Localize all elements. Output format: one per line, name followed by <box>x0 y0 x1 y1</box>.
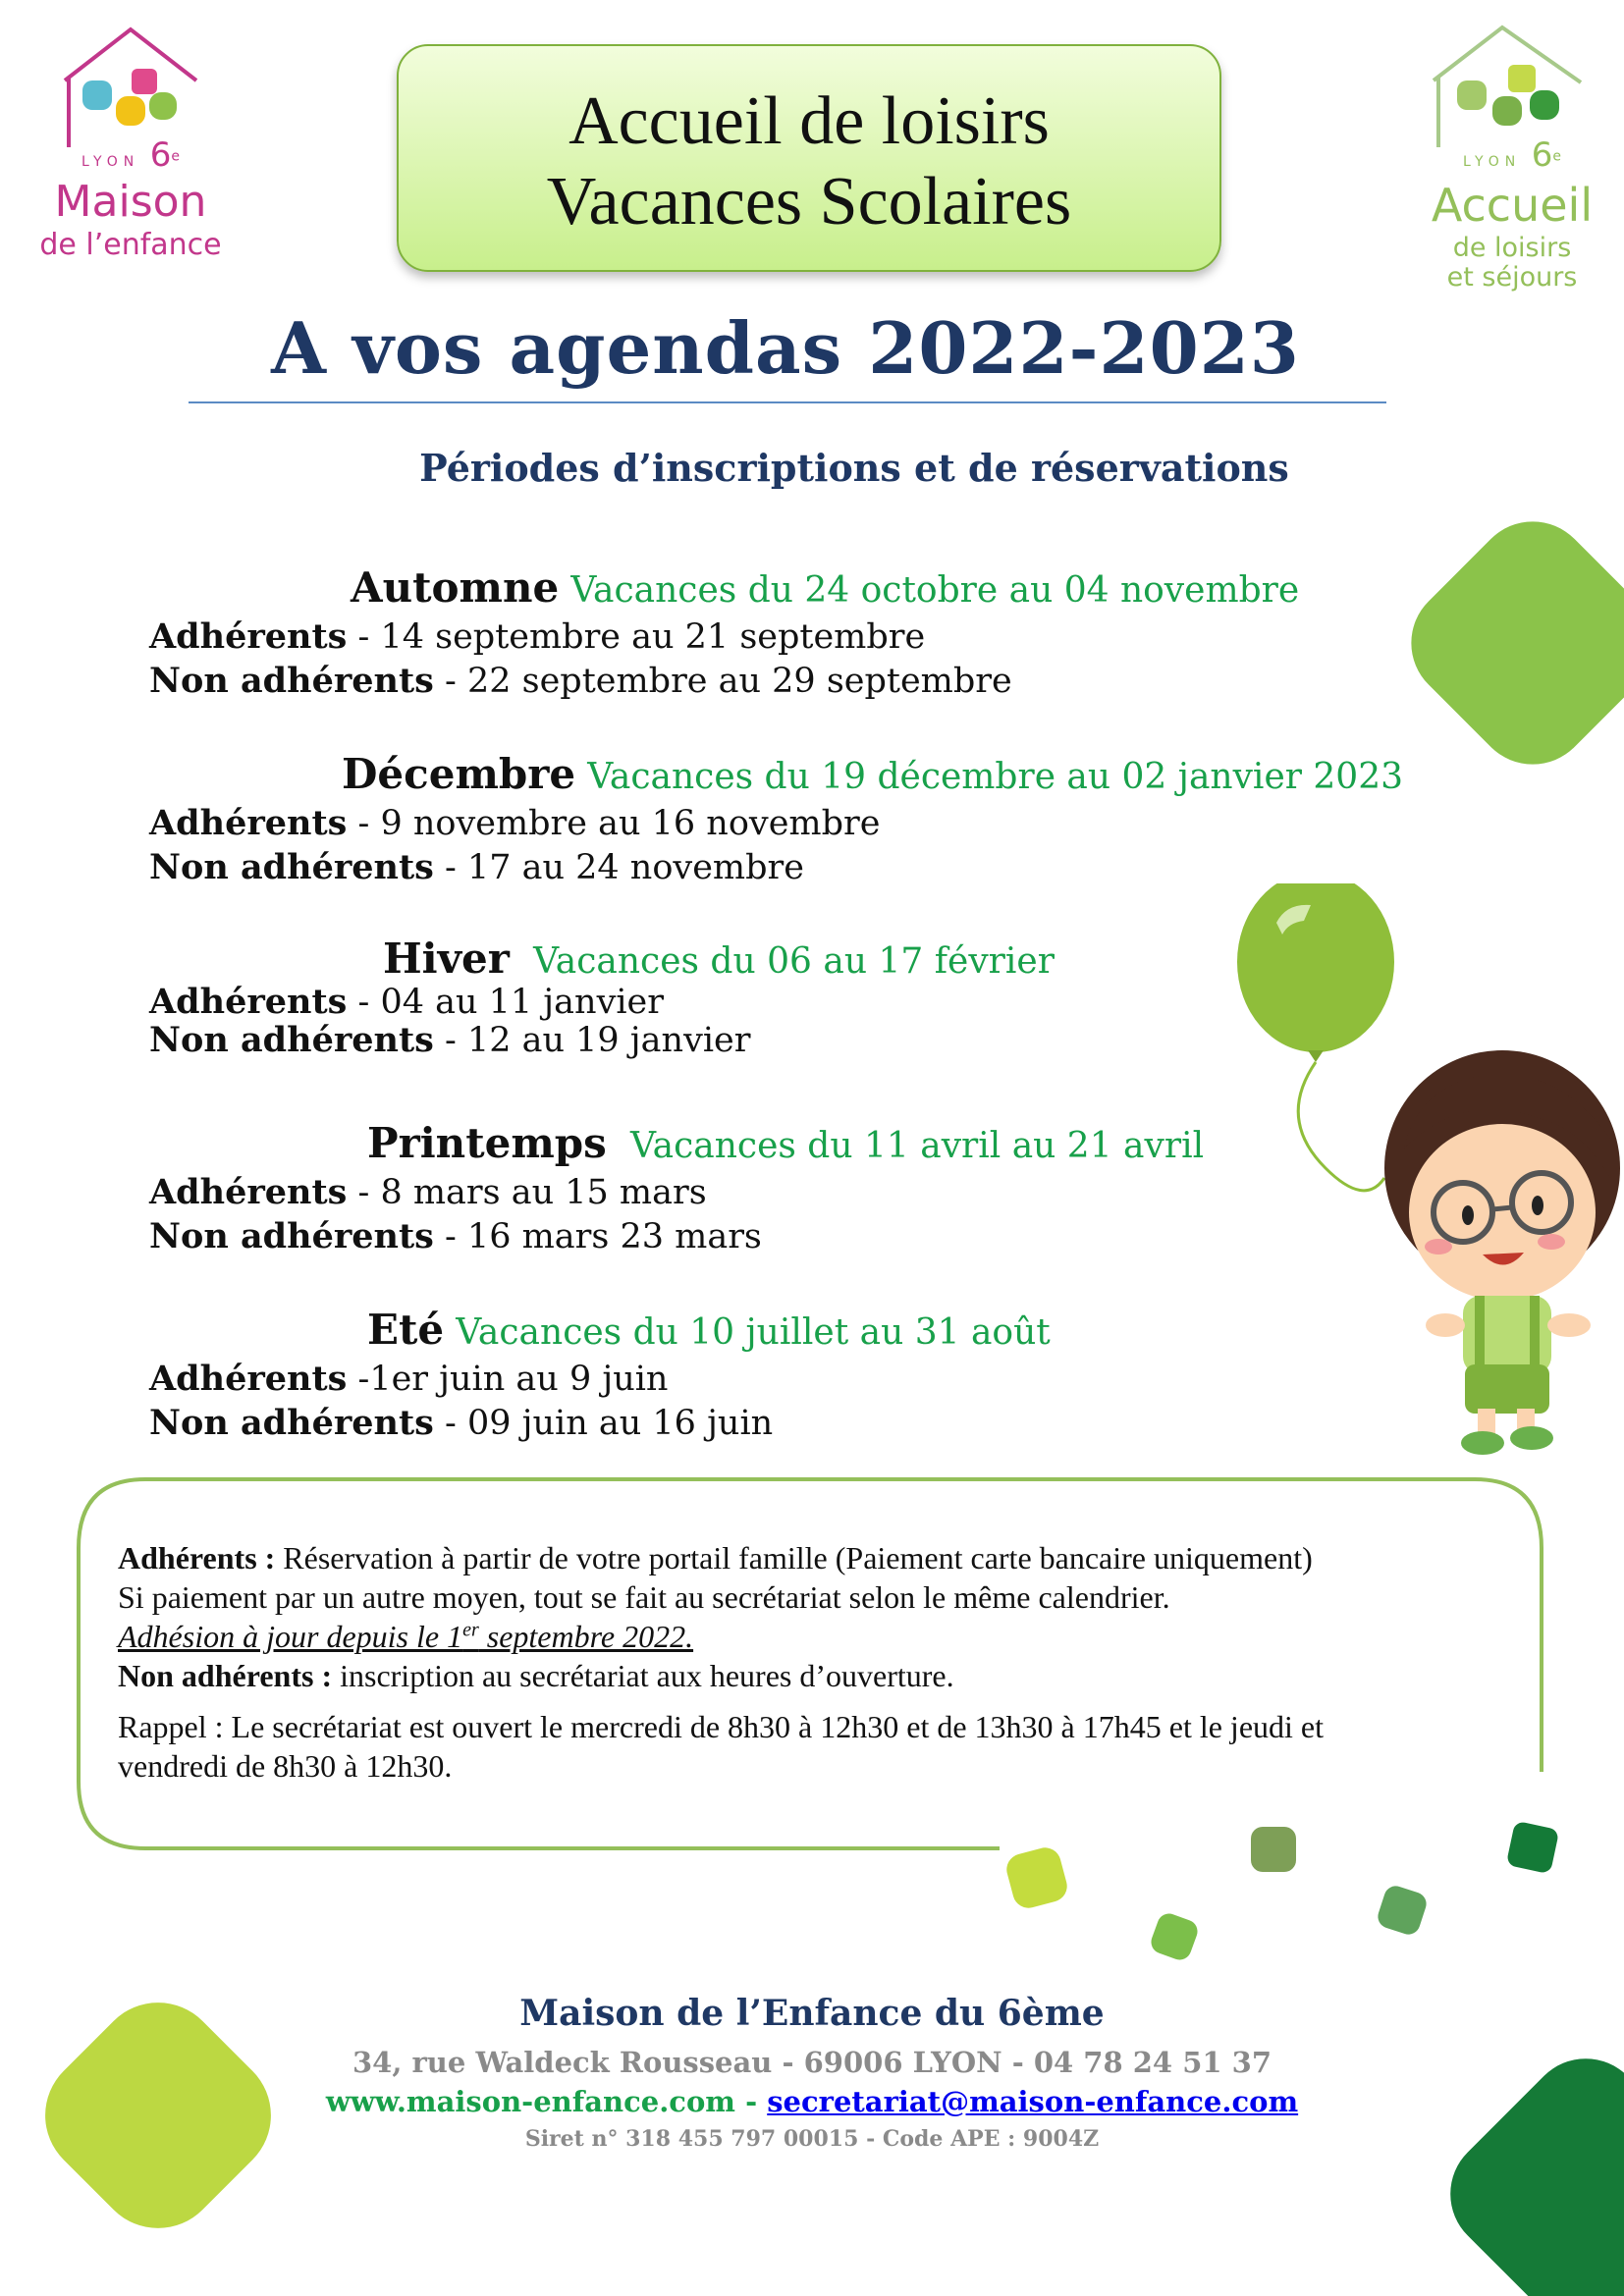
members-label: Adhérents <box>149 1172 348 1212</box>
members-dates: - 04 au 11 janvier <box>347 983 664 1022</box>
members-dates: - 14 septembre au 21 septembre <box>347 617 926 657</box>
maison-enfance-logo <box>27 22 234 267</box>
header-line-2: Vacances Scolaires <box>546 164 1072 240</box>
period-ete-heading <box>367 1306 1051 1354</box>
period-automne-non-members <box>149 661 1012 701</box>
header-line-1: Accueil de loisirs <box>568 83 1050 159</box>
info-reminder-line-1: Rappel : Le secrétariat est ouvert le mercredi de 8h30 à 12h30 et de 13h30 à 17h45 et le jeudi et <box>118 1709 1324 1744</box>
period-hiver-members <box>149 982 664 1022</box>
period-printemps-dates: Vacances du 11 avril au 21 avril <box>629 1126 1205 1166</box>
period-printemps-name: Printemps <box>367 1119 607 1167</box>
info-reminder-line-2: vendredi de 8h30 à 12h30. <box>118 1748 453 1784</box>
members-dates: - 9 novembre au 16 novembre <box>347 804 881 843</box>
period-ete-members <box>149 1359 668 1399</box>
period-automne-heading <box>351 563 1299 612</box>
period-decembre-heading <box>342 750 1403 798</box>
period-decembre-dates: Vacances du 19 décembre au 02 janvier 2023 <box>587 757 1404 797</box>
info-members-label: Adhérents : <box>118 1540 276 1575</box>
info-non-members-label: Non adhérents : <box>118 1658 333 1693</box>
non-members-dates: - 16 mars 23 mars <box>433 1217 762 1256</box>
footer-separator: - <box>735 2085 768 2118</box>
logo-right-city: LYON <box>1463 154 1522 170</box>
non-members-label: Non adhérents <box>149 1020 434 1060</box>
footer-contact-line <box>0 2085 1624 2118</box>
logo-left-suffix: e <box>171 148 180 165</box>
non-members-label: Non adhérents <box>149 1403 434 1443</box>
period-ete-non-members <box>149 1403 773 1443</box>
non-members-label: Non adhérents <box>149 1216 434 1256</box>
footer-legal: Siret n° 318 455 797 00015 - Code APE : 9004Z <box>524 2126 1100 2152</box>
logo-left-line2: de l’enfance <box>39 228 222 262</box>
logo-right-line2: de loisirs <box>1452 233 1572 263</box>
period-ete-name: Eté <box>367 1306 445 1354</box>
logo-left-city: LYON <box>81 154 140 170</box>
period-decembre-name: Décembre <box>342 750 576 798</box>
members-label: Adhérents <box>149 616 348 657</box>
info-non-members-line <box>118 1658 954 1694</box>
info-members-text: Réservation à partir de votre portail famille (Paiement carte bancaire uniquement) <box>275 1540 1313 1575</box>
members-label: Adhérents <box>149 803 348 843</box>
period-ete-dates: Vacances du 10 juillet au 31 août <box>456 1312 1051 1353</box>
info-membership-line <box>118 1619 693 1655</box>
logo-right-arrondissement: 6 <box>1531 135 1553 175</box>
footer-website-link[interactable]: www.maison-enfance.com <box>325 2085 735 2118</box>
accueil-loisirs-logo <box>1414 22 1610 293</box>
members-label: Adhérents <box>149 1359 348 1399</box>
period-automne-members <box>149 616 925 657</box>
non-members-dates: - 17 au 24 novembre <box>433 848 804 887</box>
footer-organization: Maison de l’Enfance du 6ème <box>519 1993 1105 2034</box>
footer-address: 34, rue Waldeck Rousseau - 69006 LYON - 04 78 24 51 37 <box>352 2046 1272 2079</box>
page-subtitle: Périodes d’inscriptions et de réservations <box>419 446 1289 490</box>
period-hiver-dates: Vacances du 06 au 17 février <box>533 941 1055 982</box>
members-label: Adhérents <box>149 982 348 1022</box>
period-decembre-members <box>149 803 880 843</box>
period-printemps-members <box>149 1172 707 1212</box>
period-hiver-name: Hiver <box>383 934 510 983</box>
period-hiver-non-members <box>149 1020 750 1060</box>
info-membership-b: septembre 2022. <box>478 1619 694 1654</box>
non-members-dates: - 09 juin au 16 juin <box>433 1404 774 1443</box>
dark-green-blob-decoration <box>1434 2042 1624 2296</box>
period-printemps-non-members <box>149 1216 762 1256</box>
period-decembre-non-members <box>149 847 804 887</box>
members-dates: -1er juin au 9 juin <box>347 1360 669 1399</box>
green-blob-decoration <box>1390 501 1624 795</box>
info-membership-sup: er <box>462 1619 479 1641</box>
info-box <box>77 1477 1543 1850</box>
info-membership-a: Adhésion à jour depuis le 1 <box>118 1619 463 1654</box>
non-members-label: Non adhérents <box>149 847 434 887</box>
logo-right-line1: Accueil <box>1431 179 1594 232</box>
period-automne-name: Automne <box>351 563 560 612</box>
logo-right-line3: et séjours <box>1446 262 1578 293</box>
title-divider <box>189 401 1386 403</box>
non-members-label: Non adhérents <box>149 661 434 701</box>
logo-left-line1: Maison <box>54 177 207 227</box>
logo-left-arrondissement: 6 <box>149 135 172 175</box>
squares-decoration <box>992 1816 1581 1973</box>
period-printemps-heading <box>367 1119 1204 1167</box>
child-with-balloon-illustration <box>1218 883 1624 1463</box>
info-non-members-text: inscription au secrétariat aux heures d’ouverture. <box>332 1658 954 1693</box>
non-members-dates: - 12 au 19 janvier <box>433 1021 751 1060</box>
non-members-dates: - 22 septembre au 29 septembre <box>433 662 1012 701</box>
page-title: A vos agendas 2022-2023 <box>271 306 1300 390</box>
period-automne-dates: Vacances du 24 octobre au 04 novembre <box>570 570 1300 611</box>
logo-right-suffix: e <box>1552 148 1561 165</box>
footer-email-link[interactable]: secretariat@maison-enfance.com <box>767 2085 1299 2118</box>
period-hiver-heading <box>383 934 1055 983</box>
info-payment-text: Si paiement par un autre moyen, tout se fait au secrétariat selon le même calendrier. <box>118 1579 1170 1615</box>
info-members-line <box>118 1540 1313 1576</box>
members-dates: - 8 mars au 15 mars <box>347 1173 707 1212</box>
header-banner <box>397 44 1221 272</box>
